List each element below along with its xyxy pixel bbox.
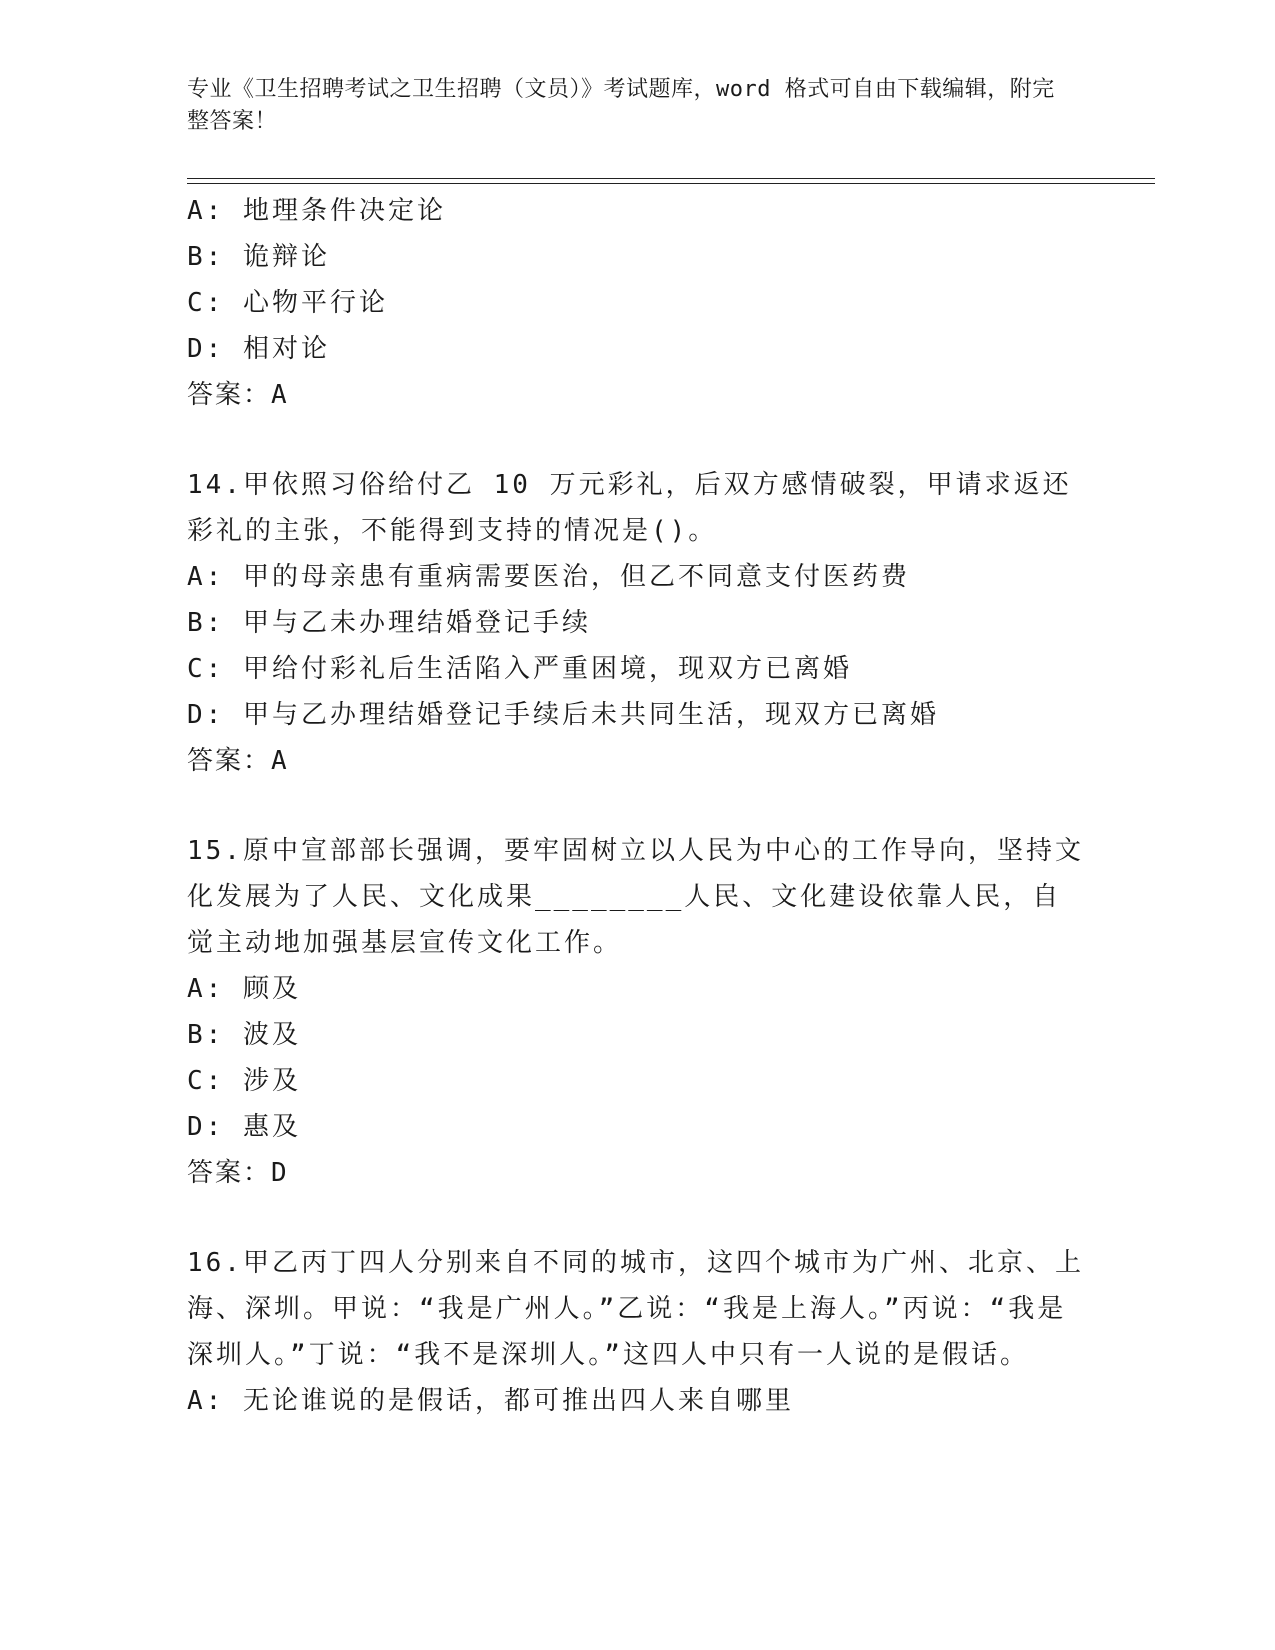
question-stem: 16.甲乙丙丁四人分别来自不同的城市，这四个城市为广州、北京、上海、深圳。甲说：“我是广州人。”乙说：“我是上海人。”丙说：“我是深圳人。”丁说：“我不是深圳人。”这四人中只有一人说的是假话。 bbox=[187, 1248, 1084, 1370]
option-c: C: 甲给付彩礼后生活陷入严重困境，现双方已离婚 bbox=[187, 654, 852, 684]
option-d: D: 惠及 bbox=[187, 1112, 301, 1142]
spacer bbox=[187, 418, 1087, 462]
spacer bbox=[187, 784, 1087, 828]
question-15 bbox=[187, 828, 1087, 1196]
option-a: A: 甲的母亲患有重病需要医治，但乙不同意支付医药费 bbox=[187, 562, 910, 592]
question-content bbox=[187, 188, 1087, 1424]
answer: 答案：A bbox=[187, 380, 289, 410]
question-stem: 14.甲依照习俗给付乙 10 万元彩礼，后双方感情破裂，甲请求返还彩礼的主张，不能得到支持的情况是()。 bbox=[187, 470, 1072, 546]
question-stem: 15.原中宣部部长强调，要牢固树立以人民为中心的工作导向，坚持文化发展为了人民、文化成果________人民、文化建设依靠人民，自觉主动地加强基层宣传文化工作。 bbox=[187, 836, 1084, 958]
header-divider-bottom bbox=[187, 183, 1155, 184]
option-a: A: 地理条件决定论 bbox=[187, 196, 446, 226]
option-a: A: 无论谁说的是假话，都可推出四人来自哪里 bbox=[187, 1386, 794, 1416]
answer: 答案：D bbox=[187, 1158, 289, 1188]
option-b: B: 甲与乙未办理结婚登记手续 bbox=[187, 608, 591, 638]
question-14 bbox=[187, 462, 1087, 784]
option-d: D: 相对论 bbox=[187, 334, 330, 364]
option-b: B: 诡辩论 bbox=[187, 242, 330, 272]
option-d: D: 甲与乙办理结婚登记手续后未共同生活，现双方已离婚 bbox=[187, 700, 939, 730]
question-16 bbox=[187, 1240, 1087, 1424]
option-c: C: 心物平行论 bbox=[187, 288, 388, 318]
header-divider-top bbox=[187, 178, 1155, 179]
option-a: A: 顾及 bbox=[187, 974, 301, 1004]
spacer bbox=[187, 1196, 1087, 1240]
option-b: B: 波及 bbox=[187, 1020, 301, 1050]
answer: 答案：A bbox=[187, 746, 289, 776]
document-header: 专业《卫生招聘考试之卫生招聘（文员）》考试题库，word 格式可自由下载编辑，附完整答案！ bbox=[187, 77, 1055, 134]
option-c: C: 涉及 bbox=[187, 1066, 301, 1096]
question-13 bbox=[187, 188, 1087, 418]
